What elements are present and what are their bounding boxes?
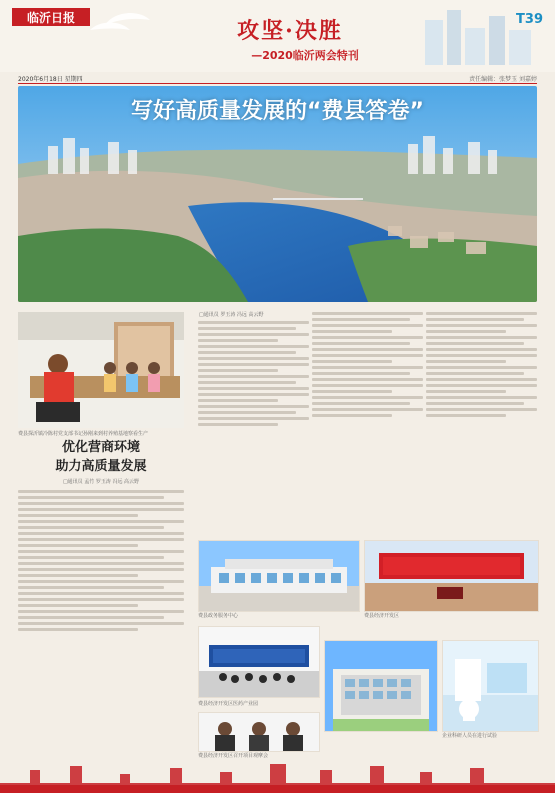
text-line <box>312 348 423 351</box>
text-line <box>18 538 184 541</box>
hero-aerial-photo <box>18 86 537 302</box>
text-line <box>426 408 537 411</box>
left-section-title <box>18 436 184 474</box>
header-rule <box>18 83 537 84</box>
footer-red-band <box>0 785 555 793</box>
text-line <box>312 366 423 369</box>
text-line <box>312 402 410 405</box>
text-line <box>312 330 392 333</box>
photo-company-building <box>324 640 438 732</box>
text-line <box>312 318 410 321</box>
text-line <box>198 363 309 366</box>
text-line <box>18 556 164 559</box>
text-line <box>18 616 164 619</box>
photo-industrial-park <box>198 626 320 698</box>
text-line <box>18 544 138 547</box>
text-line <box>18 508 184 511</box>
text-line <box>426 348 537 351</box>
page-number: T39 <box>516 12 543 27</box>
text-line <box>426 324 537 327</box>
left-section-title-line2: 助力高质量发展 <box>55 459 147 474</box>
special-issue-title: 攻坚·决胜 <box>237 18 343 44</box>
left-section-title-line1: 优化营商环境 <box>61 440 140 455</box>
text-line <box>312 408 423 411</box>
text-line <box>426 396 537 399</box>
text-line <box>426 360 506 363</box>
text-line <box>198 351 296 354</box>
classroom-illustration <box>18 312 184 428</box>
right-column-2-text <box>312 312 423 417</box>
laboratory-caption: 企业科研人员在进行试验 <box>442 733 498 739</box>
text-line <box>198 327 296 330</box>
text-line <box>312 312 423 315</box>
text-line <box>426 378 537 381</box>
text-line <box>312 378 423 381</box>
text-line <box>18 562 184 565</box>
meeting-illustration <box>199 713 319 751</box>
text-line <box>426 402 524 405</box>
factory-photo-caption: 费县经济开发区 <box>364 613 400 619</box>
text-line <box>312 342 410 345</box>
left-article-text <box>18 490 184 750</box>
text-line <box>18 502 184 505</box>
government-building-caption: 费县政务服务中心 <box>198 613 239 619</box>
company-building-illustration <box>325 641 437 731</box>
photo-factory-banner <box>364 540 539 612</box>
hero-headline: 写好高质量发展的“费县答卷” <box>131 99 424 124</box>
text-line <box>198 417 309 420</box>
photo-laboratory <box>442 640 539 732</box>
text-line <box>426 372 524 375</box>
factory-banner-illustration <box>365 541 538 611</box>
editors-credit: 责任编辑：张梦玉 刘嘉婷 <box>469 76 537 83</box>
photo-meeting <box>198 712 320 752</box>
text-line <box>426 342 524 345</box>
text-line <box>198 333 309 336</box>
meeting-photo-caption: 费县经济开发区召开项目观摩会 <box>198 753 269 759</box>
text-line <box>198 387 309 390</box>
text-line <box>18 574 138 577</box>
text-line <box>198 393 309 396</box>
text-line <box>18 628 138 631</box>
text-line <box>426 414 506 417</box>
city-skyline-decoration <box>415 0 555 70</box>
text-line <box>312 396 423 399</box>
photo-government-building <box>198 540 360 612</box>
classroom-photo-caption: 费县探沂镇冷陈村党支部书记孙刚来到村养殖基地察看生产 <box>18 431 149 437</box>
text-line <box>312 360 392 363</box>
text-line <box>426 366 537 369</box>
text-line <box>18 622 184 625</box>
text-line <box>198 345 309 348</box>
story-photo-classroom <box>18 312 184 428</box>
masthead <box>0 0 555 72</box>
text-line <box>312 324 423 327</box>
government-building-illustration <box>199 541 359 611</box>
text-line <box>312 354 423 357</box>
text-line <box>18 568 184 571</box>
text-line <box>426 330 506 333</box>
right-column-1-text <box>198 321 309 426</box>
text-line <box>18 532 184 535</box>
right-column-3-text <box>426 312 537 417</box>
text-line <box>18 610 184 613</box>
industrial-park-illustration <box>199 627 319 697</box>
text-line <box>18 598 184 601</box>
newspaper-logo: 临沂日报 <box>12 8 90 26</box>
industrial-park-caption: 费县经济开发区医药产业园 <box>198 701 259 707</box>
text-line <box>18 604 138 607</box>
text-line <box>198 381 296 384</box>
text-line <box>18 586 164 589</box>
text-line <box>198 321 309 324</box>
text-line <box>198 399 278 402</box>
left-section-byline: □通讯员 孟竹 罗玉涛 冯远 高云野 <box>62 479 140 485</box>
text-line <box>426 390 506 393</box>
text-line <box>18 496 164 499</box>
text-line <box>18 580 184 583</box>
text-line <box>198 375 309 378</box>
right-column-byline: □通讯员 罗玉涛 冯远 高云野 <box>199 312 264 318</box>
text-line <box>18 514 138 517</box>
text-line <box>18 550 184 553</box>
text-line <box>312 336 423 339</box>
text-line <box>312 414 392 417</box>
text-line <box>312 384 423 387</box>
text-line <box>18 490 184 493</box>
laboratory-illustration <box>443 641 538 731</box>
text-line <box>198 423 278 426</box>
text-line <box>426 312 537 315</box>
text-line <box>312 372 410 375</box>
text-line <box>198 405 309 408</box>
text-line <box>426 354 537 357</box>
text-line <box>426 336 537 339</box>
text-line <box>198 369 278 372</box>
text-line <box>18 526 164 529</box>
text-line <box>312 390 392 393</box>
text-line <box>198 357 309 360</box>
text-line <box>198 411 296 414</box>
text-line <box>18 520 184 523</box>
special-issue-subtitle: —2020临沂两会特刊 <box>251 49 359 62</box>
text-line <box>18 592 184 595</box>
text-line <box>426 318 524 321</box>
text-line <box>198 339 278 342</box>
issue-date: 2020年6月18日 星期四 <box>18 76 83 83</box>
text-line <box>426 384 537 387</box>
